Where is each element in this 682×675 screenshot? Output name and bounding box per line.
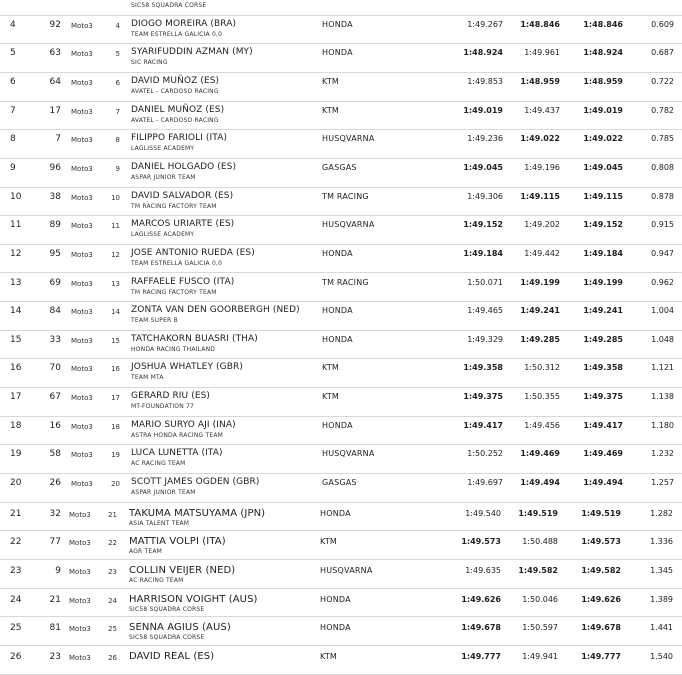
class-cell: Moto3 — [71, 422, 93, 431]
lap-time-1: 1:49.573 — [461, 537, 501, 547]
best-lap-time: 1:49.582 — [581, 566, 621, 575]
manufacturer-cell: HONDA — [320, 623, 351, 633]
class-cell: Moto3 — [71, 480, 93, 489]
class-cell: Moto3 — [69, 568, 91, 576]
position-secondary-cell: 8 — [115, 136, 120, 145]
team-name: ASIA TALENT TEAM — [129, 519, 190, 527]
rider-name: SYARIFUDDIN AZMAN (MY) — [131, 47, 253, 58]
manufacturer-cell: HONDA — [322, 306, 353, 316]
rider-number-cell: 63 — [49, 48, 61, 59]
lap-time-1: 1:49.236 — [467, 134, 503, 144]
position-cell: 9 — [10, 162, 16, 173]
team-name: HONDA RACING THAILAND — [131, 345, 216, 353]
team-name: TM RACING FACTORY TEAM — [131, 202, 217, 210]
team-name: TEAM MTA — [131, 374, 164, 382]
position-cell: 11 — [10, 220, 22, 231]
class-cell: Moto3 — [69, 653, 91, 662]
best-lap-time: 1:49.678 — [581, 623, 621, 633]
team-name: MT-FOUNDATION 77 — [131, 403, 195, 411]
lap-time-1: 1:49.853 — [467, 76, 503, 86]
rider-number-cell: 21 — [49, 594, 61, 605]
manufacturer-cell: KTM — [322, 105, 340, 115]
lap-time-2: 1:49.469 — [520, 449, 560, 459]
best-lap-time: 1:49.045 — [583, 162, 623, 172]
table-row[interactable] — [0, 559, 682, 589]
lap-time-1: 1:49.375 — [463, 392, 503, 402]
rider-number-cell: 32 — [49, 508, 61, 519]
table-row[interactable] — [0, 244, 682, 274]
manufacturer-cell: HONDA — [322, 48, 353, 58]
manufacturer-cell: KTM — [320, 651, 338, 661]
rider-name: SCOTT JAMES OGDEN (GBR) — [131, 477, 260, 488]
class-cell: Moto3 — [71, 107, 93, 116]
table-row[interactable] — [0, 129, 682, 159]
rider-name: MARIO SURYO AJI (INA) — [131, 419, 236, 430]
position-cell: 4 — [10, 19, 16, 30]
rider-name: MATTIA VOLPI (ITA) — [129, 536, 226, 548]
gap-cell: 0.782 — [651, 105, 674, 115]
position-secondary-cell: 7 — [115, 107, 120, 116]
table-row[interactable] — [0, 0, 682, 16]
lap-time-2: 1:50.488 — [522, 537, 558, 547]
class-cell: Moto3 — [69, 625, 91, 634]
manufacturer-cell: GASGAS — [322, 478, 357, 488]
position-cell: 23 — [10, 566, 22, 576]
position-cell: 15 — [10, 334, 22, 345]
best-lap-time: 1:49.019 — [583, 105, 623, 115]
team-name: ASTRA HONDA RACING TEAM — [131, 431, 224, 439]
table-row[interactable] — [0, 273, 682, 303]
lap-time-1: 1:49.152 — [463, 220, 503, 230]
gap-cell: 1.389 — [650, 594, 673, 604]
rider-number-cell: 70 — [49, 363, 61, 374]
lap-time-1: 1:49.184 — [463, 248, 503, 258]
lap-time-2: 1:49.199 — [520, 277, 560, 287]
lap-time-2: 1:50.355 — [524, 392, 560, 402]
best-lap-time: 1:48.924 — [583, 48, 623, 58]
manufacturer-cell: GASGAS — [322, 162, 357, 172]
class-cell: Moto3 — [71, 78, 93, 87]
lap-time-2: 1:49.442 — [524, 248, 560, 258]
manufacturer-cell: KTM — [322, 76, 340, 86]
position-cell: 5 — [10, 48, 16, 59]
team-name: AGR TEAM — [129, 548, 163, 556]
best-lap-time: 1:49.285 — [583, 334, 623, 344]
gap-cell: 0.785 — [651, 134, 674, 144]
table-row[interactable] — [0, 444, 682, 474]
lap-time-2: 1:49.456 — [524, 420, 560, 430]
rider-name: DAVID SALVADOR (ES) — [131, 190, 234, 201]
gap-cell: 1.180 — [651, 420, 674, 430]
rider-number-cell: 17 — [49, 105, 61, 116]
gap-cell: 1.540 — [650, 651, 673, 661]
team-name: AC RACING TEAM — [129, 577, 184, 584]
rider-number-cell: 58 — [49, 449, 61, 460]
class-cell: Moto3 — [71, 136, 93, 145]
class-cell: Moto3 — [71, 193, 93, 202]
class-cell: Moto3 — [71, 50, 93, 59]
position-secondary-cell: 10 — [111, 193, 120, 202]
team-name: TEAM SUPER B — [131, 317, 178, 325]
table-row[interactable] — [0, 473, 682, 503]
lap-time-2: 1:49.285 — [520, 334, 560, 344]
table-row[interactable] — [0, 502, 682, 532]
position-cell: 13 — [10, 277, 22, 288]
rider-name: GERARD RIU (ES) — [131, 391, 211, 402]
rider-number-cell: 95 — [49, 248, 61, 259]
gap-cell: 0.808 — [651, 162, 674, 172]
rider-name: TATCHAKORN BUASRI (THA) — [131, 333, 258, 344]
rider-number-cell: 9 — [55, 566, 61, 576]
gap-cell: 1.336 — [650, 537, 673, 547]
lap-time-2: 1:49.941 — [522, 651, 558, 661]
best-lap-time: 1:49.375 — [583, 392, 623, 402]
team-name: AVATEL - CARDOSO RACING — [131, 87, 219, 95]
team-name: TEAM ESTRELLA GALICIA 0,0 — [131, 30, 223, 38]
gap-cell: 0.915 — [651, 220, 674, 230]
class-cell: Moto3 — [71, 222, 93, 231]
lap-time-1: 1:49.777 — [461, 651, 501, 661]
table-row[interactable] — [0, 358, 682, 388]
best-lap-time: 1:49.519 — [581, 508, 621, 518]
table-row[interactable] — [0, 588, 682, 618]
gap-cell: 0.878 — [651, 191, 674, 201]
manufacturer-cell: TM RACING — [322, 191, 369, 201]
lap-time-1: 1:50.071 — [467, 277, 503, 287]
manufacturer-cell: TM RACING — [322, 277, 369, 287]
lap-time-1: 1:49.678 — [461, 623, 501, 633]
position-secondary-cell: 20 — [111, 480, 120, 489]
lap-time-1: 1:50.252 — [467, 449, 503, 459]
class-cell — [71, 0, 93, 1]
position-cell: 26 — [10, 651, 22, 662]
table-row[interactable] — [0, 416, 682, 446]
class-cell: Moto3 — [69, 539, 91, 548]
position-cell: 8 — [10, 134, 16, 145]
gap-cell: 1.345 — [650, 566, 673, 575]
rider-number-cell: 96 — [49, 162, 61, 173]
lap-time-2: 1:49.202 — [524, 220, 560, 230]
rider-name: JOSHUA WHATLEY (GBR) — [131, 362, 243, 373]
lap-time-2: 1:49.437 — [524, 105, 560, 115]
best-lap-time: 1:49.626 — [581, 594, 621, 604]
team-name: AVATEL - CARDOSO RACING — [131, 116, 219, 124]
class-cell: Moto3 — [69, 596, 91, 605]
position-cell: 10 — [10, 191, 22, 202]
manufacturer-cell: HONDA — [320, 508, 351, 518]
rider-number-cell: 67 — [49, 392, 61, 403]
class-cell: Moto3 — [71, 279, 93, 288]
lap-time-1: 1:49.697 — [467, 478, 503, 488]
gap-cell: 1.282 — [650, 508, 673, 518]
team-name: SIC58 SQUADRA CORSE — [131, 2, 207, 9]
rider-number-cell: 16 — [49, 420, 61, 431]
best-lap-time: 1:49.152 — [583, 220, 623, 230]
rider-number-cell: 7 — [55, 134, 61, 145]
rider-name: SENNA AGIUS (AUS) — [129, 622, 231, 634]
class-cell: Moto3 — [69, 510, 91, 519]
table-row[interactable] — [0, 387, 682, 417]
position-secondary-cell: 4 — [115, 21, 120, 30]
position-secondary-cell: 26 — [108, 653, 117, 662]
team-name: AC RACING TEAM — [131, 460, 186, 468]
manufacturer-cell: HONDA — [320, 594, 351, 604]
table-row[interactable] — [0, 101, 682, 131]
lap-time-1: 1:48.924 — [463, 48, 503, 58]
lap-time-1: 1:49.540 — [465, 508, 501, 518]
gap-cell: 0.687 — [651, 48, 674, 58]
position-cell: 19 — [10, 449, 22, 460]
lap-time-1: 1:49.635 — [465, 566, 501, 575]
rider-name: RAFFAELE FUSCO (ITA) — [131, 276, 235, 287]
position-secondary-cell: 11 — [111, 222, 120, 231]
lap-time-2: 1:49.519 — [518, 508, 558, 518]
gap-cell: 1.138 — [651, 392, 674, 402]
team-name: TM RACING FACTORY TEAM — [131, 288, 217, 296]
best-lap-time: 1:48.959 — [583, 76, 623, 86]
position-cell: 24 — [10, 594, 22, 605]
manufacturer-cell: HONDA — [322, 334, 353, 344]
manufacturer-cell: HUSQVARNA — [322, 134, 375, 144]
rider-name: LUCA LUNETTA (ITA) — [131, 448, 223, 459]
position-secondary-cell: 18 — [111, 422, 120, 431]
position-secondary-cell: 6 — [115, 78, 120, 87]
best-lap-time: 1:49.115 — [583, 191, 623, 201]
team-name: ASPAR JUNIOR TEAM — [131, 173, 196, 181]
manufacturer-cell: HUSQVARNA — [322, 220, 375, 230]
team-name: LAGLISSE ACADEMY — [131, 231, 195, 239]
lap-time-2: 1:48.959 — [520, 76, 560, 86]
class-cell: Moto3 — [71, 164, 93, 173]
class-cell: Moto3 — [71, 451, 93, 460]
rider-number-cell: 38 — [49, 191, 61, 202]
gap-cell: 1.121 — [651, 363, 674, 373]
rider-number-cell: 81 — [49, 623, 61, 634]
lap-time-1: 1:49.019 — [463, 105, 503, 115]
lap-time-1: 1:49.417 — [463, 420, 503, 430]
class-cell: Moto3 — [71, 336, 93, 345]
rider-number-cell: 89 — [49, 220, 61, 231]
lap-time-1: 1:49.465 — [467, 306, 503, 316]
team-name: ASPAR JUNIOR TEAM — [131, 489, 196, 497]
position-secondary-cell: 23 — [108, 568, 117, 576]
position-cell: 17 — [10, 392, 22, 403]
lap-time-2: 1:49.196 — [524, 162, 560, 172]
manufacturer-cell: KTM — [322, 363, 340, 373]
best-lap-time: 1:49.469 — [583, 449, 623, 459]
position-cell — [10, 0, 16, 1]
position-cell: 18 — [10, 420, 22, 431]
table-row[interactable] — [0, 187, 682, 217]
rider-number-cell: 64 — [49, 76, 61, 87]
rider-number-cell: 69 — [49, 277, 61, 288]
position-secondary-cell: 12 — [111, 250, 120, 259]
table-row[interactable] — [0, 530, 682, 560]
table-row[interactable] — [0, 301, 682, 331]
team-name: LAGLISSE ACADEMY — [131, 145, 195, 153]
best-lap-time: 1:49.358 — [583, 363, 623, 373]
team-name: SIC RACING — [131, 59, 168, 67]
lap-time-1: 1:49.045 — [463, 162, 503, 172]
best-lap-time: 1:49.777 — [581, 651, 621, 661]
table-row[interactable] — [0, 215, 682, 245]
gap-cell: 0.962 — [651, 277, 674, 287]
lap-time-2: 1:49.115 — [520, 191, 560, 201]
best-lap-time: 1:49.022 — [583, 134, 623, 144]
manufacturer-cell: HONDA — [322, 248, 353, 258]
position-secondary-cell: 14 — [111, 308, 120, 317]
manufacturer-cell: HUSQVARNA — [322, 449, 375, 459]
position-cell: 14 — [10, 306, 22, 317]
gap-cell: 1.441 — [650, 623, 673, 633]
rider-number-cell: 92 — [49, 19, 61, 30]
table-row[interactable] — [0, 330, 682, 360]
lap-time-2: 1:49.582 — [518, 566, 558, 575]
best-lap-time: 1:49.199 — [583, 277, 623, 287]
rider-number-cell: 23 — [49, 651, 61, 662]
lap-time-1: 1:49.306 — [467, 191, 503, 201]
position-cell: 25 — [10, 623, 22, 634]
table-row[interactable] — [0, 616, 682, 646]
class-cell: Moto3 — [71, 21, 93, 30]
gap-cell: 1.048 — [651, 334, 674, 344]
manufacturer-cell: KTM — [320, 537, 338, 547]
position-secondary-cell: 24 — [108, 596, 117, 605]
rider-name: COLLIN VEIJER (NED) — [129, 565, 236, 576]
position-secondary-cell: 15 — [111, 336, 120, 345]
table-row[interactable] — [0, 72, 682, 102]
manufacturer-cell: HONDA — [322, 19, 353, 29]
rider-number-cell: 33 — [49, 334, 61, 345]
position-cell: 20 — [10, 478, 22, 489]
rider-number-cell: 26 — [49, 478, 61, 489]
rider-number-cell: 84 — [49, 306, 61, 317]
best-lap-time: 1:49.241 — [583, 306, 623, 316]
rider-name: TAKUMA MATSUYAMA (JPN) — [129, 507, 266, 519]
rider-name: DANIEL HOLGADO (ES) — [131, 161, 237, 172]
position-secondary-cell: 21 — [108, 510, 117, 519]
rider-name: JOSE ANTONIO RUEDA (ES) — [131, 247, 255, 258]
class-cell: Moto3 — [71, 365, 93, 374]
position-secondary-cell: 22 — [108, 539, 117, 548]
position-secondary-cell: 16 — [111, 365, 120, 374]
table-row[interactable] — [0, 15, 682, 45]
lap-time-1: 1:49.626 — [461, 594, 501, 604]
lap-time-2: 1:50.312 — [524, 363, 560, 373]
gap-cell: 1.004 — [651, 306, 674, 316]
lap-time-1: 1:49.329 — [467, 334, 503, 344]
rider-number-cell: 77 — [49, 537, 61, 548]
position-secondary-cell — [106, 0, 120, 1]
table-row[interactable] — [0, 43, 682, 73]
best-lap-time: 1:49.184 — [583, 248, 623, 258]
rider-name: ZONTA VAN DEN GOORBERGH (NED) — [131, 305, 300, 316]
position-cell: 22 — [10, 537, 22, 548]
manufacturer-cell: HONDA — [322, 420, 353, 430]
gap-cell: 1.257 — [651, 478, 674, 488]
best-lap-time: 1:49.573 — [581, 537, 621, 547]
lap-time-2: 1:50.046 — [522, 594, 558, 604]
position-secondary-cell: 17 — [111, 394, 120, 403]
position-cell: 16 — [10, 363, 22, 374]
position-secondary-cell: 19 — [111, 451, 120, 460]
team-name: TEAM ESTRELLA GALICIA 0,0 — [131, 259, 223, 267]
class-cell: Moto3 — [71, 308, 93, 317]
position-cell: 6 — [10, 76, 16, 87]
position-secondary-cell: 25 — [108, 625, 117, 634]
position-secondary-cell: 9 — [115, 164, 120, 173]
best-lap-time: 1:48.846 — [583, 19, 623, 29]
team-name: SIC58 SQUADRA CORSE — [129, 634, 205, 642]
class-cell: Moto3 — [71, 250, 93, 259]
rider-name: MARCOS URIARTE (ES) — [131, 219, 235, 230]
rider-name: DANIEL MUÑOZ (ES) — [131, 104, 225, 115]
best-lap-time: 1:49.494 — [583, 478, 623, 488]
manufacturer-cell: KTM — [322, 392, 340, 402]
gap-cell: 1.232 — [651, 449, 674, 459]
lap-time-2: 1:49.022 — [520, 134, 560, 144]
table-row[interactable] — [0, 645, 682, 675]
rider-name: DAVID REAL (ES) — [129, 650, 215, 662]
rider-number-cell — [37, 0, 61, 1]
lap-time-2: 1:49.494 — [520, 478, 560, 488]
lap-time-1: 1:49.358 — [463, 363, 503, 373]
rider-name: HARRISON VOIGHT (AUS) — [129, 593, 258, 605]
lap-time-1: 1:49.267 — [467, 19, 503, 29]
manufacturer-cell: HUSQVARNA — [320, 566, 373, 575]
table-row[interactable] — [0, 158, 682, 188]
lap-time-2: 1:49.241 — [520, 306, 560, 316]
team-name: SIC58 SQUADRA CORSE — [129, 605, 205, 613]
gap-cell: 0.722 — [651, 76, 674, 86]
position-cell: 12 — [10, 248, 22, 259]
position-cell: 7 — [10, 105, 16, 116]
best-lap-time: 1:49.417 — [583, 420, 623, 430]
lap-time-2: 1:49.961 — [524, 48, 560, 58]
lap-time-2: 1:48.846 — [520, 19, 560, 29]
lap-time-2: 1:50.597 — [522, 623, 558, 633]
gap-cell: 0.947 — [651, 248, 674, 258]
position-secondary-cell: 5 — [115, 50, 120, 59]
gap-cell: 0.609 — [651, 19, 674, 29]
position-secondary-cell: 13 — [111, 279, 120, 288]
class-cell: Moto3 — [71, 394, 93, 403]
rider-name: FILIPPO FARIOLI (ITA) — [131, 133, 228, 144]
position-cell: 21 — [10, 508, 22, 519]
rider-name: DAVID MUÑOZ (ES) — [131, 75, 220, 86]
rider-name: DIOGO MOREIRA (BRA) — [131, 18, 237, 29]
